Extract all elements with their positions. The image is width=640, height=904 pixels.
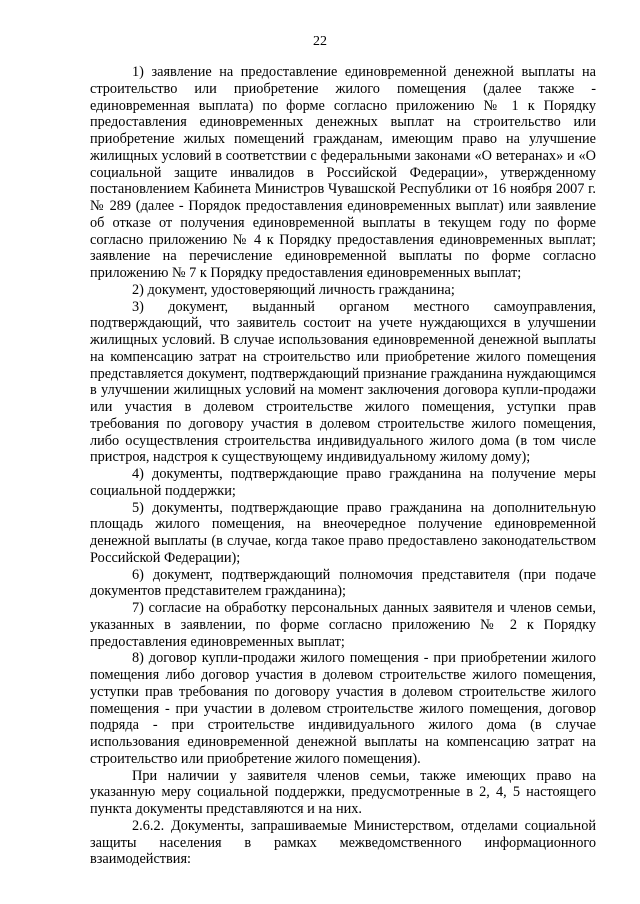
paragraph-item-5-additional-area-documents: 5) документы, подтверждающие право гражданина на дополнительную площадь жилого помещения, на внеочередное получение единовременной денежной выплаты (в случае, когда такое право предоставлено законодательством Российской Федерации);	[90, 499, 596, 566]
paragraph-item-8-contract: 8) договор купли-продажи жилого помещения - при приобретении жилого помещения либо договор участия в долевом строительстве жилого помещения, уступки прав требования по договору участия в долевом строительстве жилого помещения - при участии в долевом строительстве жилого помещения, договор подряда - при строительстве индивидуального жилого дома (в случае использования единовременной денежной выплаты на компенсацию затрат на строительство или приобретение жилого помещения).	[90, 650, 596, 767]
paragraph-item-7-personal-data-consent: 7) согласие на обработку персональных данных заявителя и членов семьи, указанных в заявлении, по форме согласно приложению № 2 к Порядку предоставления единовременных выплат;	[90, 600, 596, 650]
paragraph-item-1-application: 1) заявление на предоставление единовременной денежной выплаты на строительство или приобретение жилого помещения (далее также - единовременная выплата) по форме согласно приложению № 1 к Порядку предоставления единовременных денежных выплат на строительство или приобретение жилых помещений гражданам, имеющим право на улучшение жилищных условий в соответствии с федеральными законами «О ветеранах» и «О социальной защите инвалидов в Российской Федерации», утвержденному постановлением Кабинета Министров Чувашской Республики от 16 ноября 2007 г. № 289 (далее - Порядок предоставления единовременных выплат) или заявление об отказе от получения единовременной выплаты в текущем году по форме согласно приложению № 4 к Порядку предоставления единовременных выплат; заявление на перечисление единовременной выплаты по форме согласно приложению № 7 к Порядку предоставления единовременных выплат;	[90, 64, 596, 281]
paragraph-item-2-identity-document: 2) документ, удостоверяющий личность гражданина;	[132, 281, 455, 298]
page-number: 22	[313, 34, 327, 49]
paragraph-family-members: При наличии у заявителя членов семьи, также имеющих право на указанную меру социальной поддержки, предусмотренные в 2, 4, 5 настоящего пункта документы представляются и на них.	[90, 767, 596, 817]
document-body	[90, 64, 596, 868]
paragraph-item-3-municipal-document: 3) документ, выданный органом местного самоуправления, подтверждающий, что заявитель состоит на учете нуждающихся в улучшении жилищных условий. В случае использования единовременной денежной выплаты на компенсацию затрат на строительство или приобретение жилого помещения представляется документ, подтверждающий признание гражданина нуждающимся в улучшении жилищных условий на момент заключения договора купли-продажи или участия в долевом строительстве жилого помещения, уступки прав требования по договору участия в долевом строительстве жилого помещения, либо осуществления строительства индивидуального жилого дома (в том числе пристроя, надстроя к существующему индивидуальному жилому дому);	[90, 298, 596, 466]
paragraph-section-2-6-2: 2.6.2. Документы, запрашиваемые Министерством, отделами социальной защиты населения в рамках межведомственного информационного взаимодействия:	[90, 817, 596, 868]
paragraph-item-6-representative-document: 6) документ, подтверждающий полномочия представителя (при подаче документов представителем гражданина);	[90, 566, 596, 600]
paragraph-item-4-right-documents: 4) документы, подтверждающие право гражданина на получение меры социальной поддержки;	[90, 466, 596, 499]
